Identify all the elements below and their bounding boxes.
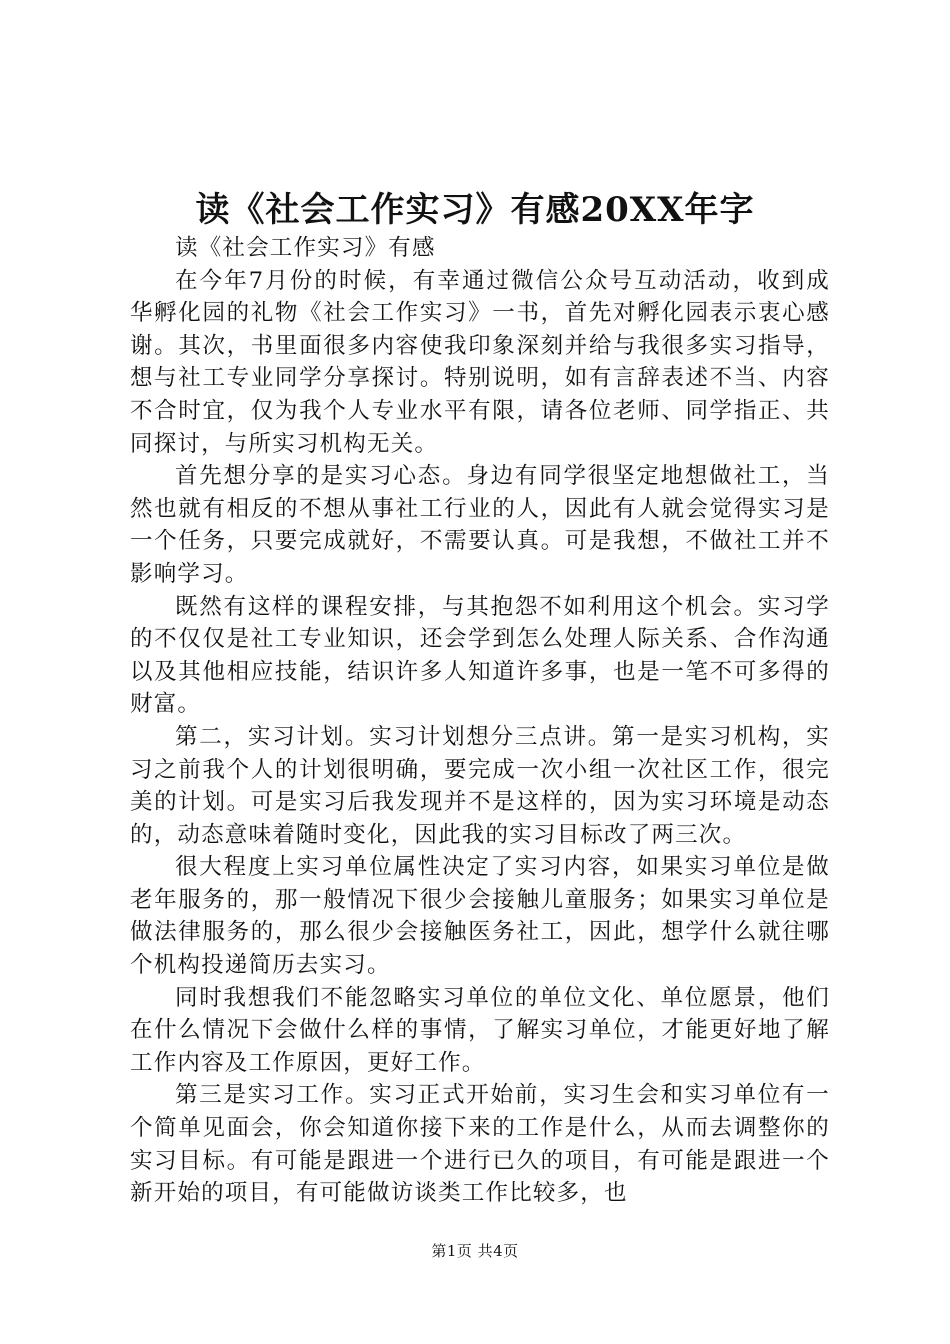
paragraph: 很大程度上实习单位属性决定了实习内容，如果实习单位是做老年服务的，那一般情况下很少会接触儿童服务；如果实习单位是做法律服务的，那么很少会接触医务社工，因此，想学什么就往哪个机构投递简历去实习。 (130, 854, 830, 979)
paragraph: 既然有这样的课程安排，与其抱怨不如利用这个机会。实习学的不仅仅是社工专业知识，还会学到怎么处理人际关系、合作沟通以及其他相应技能，结识许多人知道许多事，也是一笔不可多得的财富。 (130, 593, 830, 718)
paragraph: 同时我想我们不能忽略实习单位的单位文化、单位愿景，他们在什么情况下会做什么样的事情，了解实习单位，才能更好地了解工作内容及工作原因，更好工作。 (130, 984, 830, 1076)
paragraph: 第三是实习工作。实习正式开始前，实习生会和实习单位有一个简单见面会，你会知道你接下来的工作是什么，从而去调整你的实习目标。有可能是跟进一个进行已久的项目，有可能是跟进一个新开始的项目，有可能做访谈类工作比较多，也 (130, 1082, 830, 1207)
document-title: 读《社会工作实习》有感20XX年字 (195, 190, 755, 230)
page-footer: 第1页 共4页 (431, 1242, 519, 1260)
paragraph: 第二，实习计划。实习计划想分三点讲。第一是实习机构，实习之前我个人的计划很明确，要完成一次小组一次社区工作，很完美的计划。可是实习后我发现并不是这样的，因为实习环境是动态的，动态意味着随时变化，因此我的实习目标改了两三次。 (130, 723, 830, 848)
document-body (130, 232, 830, 1210)
document-subtitle: 读《社会工作实习》有感 (175, 235, 436, 261)
paragraph: 在今年7月份的时候，有幸通过微信公众号互动活动，收到成华孵化园的礼物《社会工作实习》一书，首先对孵化园表示衷心感谢。其次，书里面很多内容使我印象深刻并给与我很多实习指导，想与社工专业同学分享探讨。特别说明，如有言辞表述不当、内容不合时宜，仅为我个人专业水平有限，请各位老师、同学指正、共同探讨，与所实习机构无关。 (130, 267, 830, 457)
paragraph: 首先想分享的是实习心态。身边有同学很坚定地想做社工，当然也就有相反的不想从事社工行业的人，因此有人就会觉得实习是一个任务，只要完成就好，不需要认真。可是我想，不做社工并不影响学习。 (130, 463, 830, 587)
